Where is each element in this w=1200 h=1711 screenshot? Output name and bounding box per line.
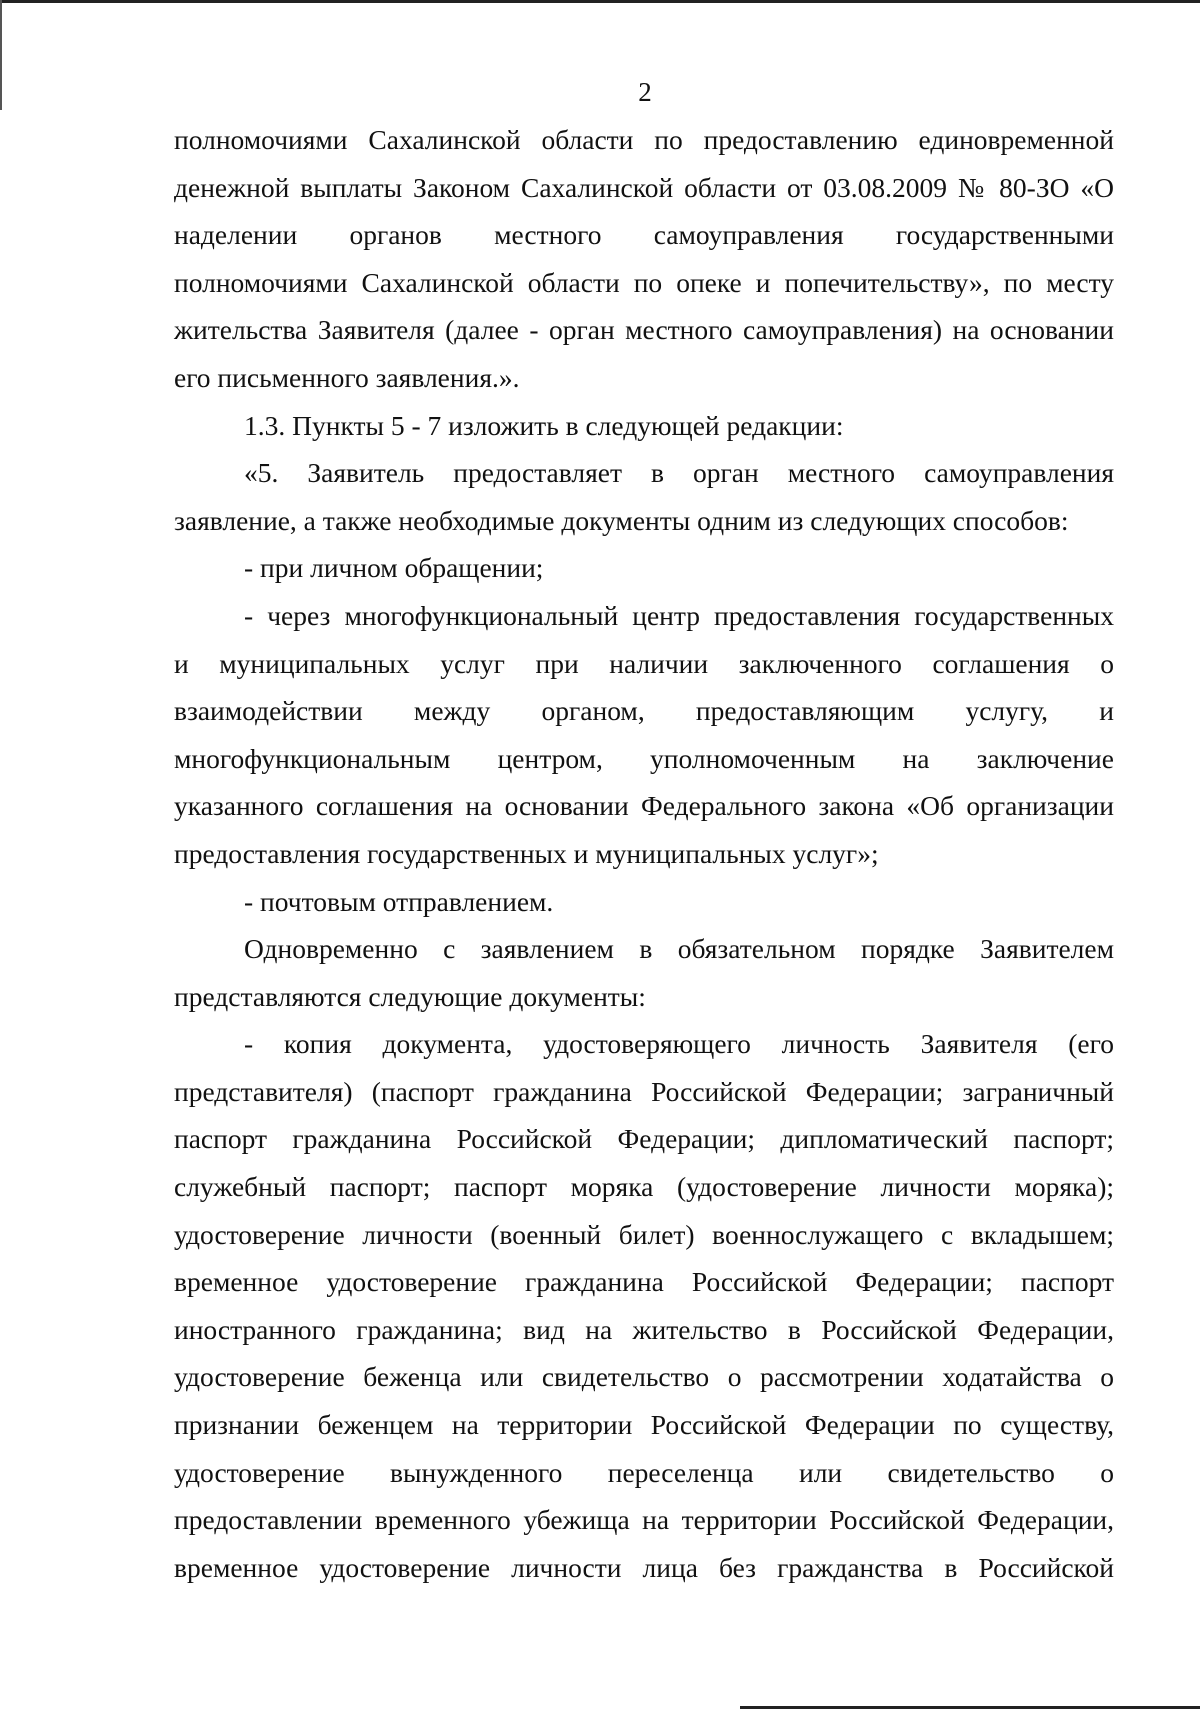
text-line: удостоверение вынужденного переселенца или свидетельство о — [174, 1456, 1114, 1488]
text-line: «5. Заявитель предоставляет в орган местного самоуправления — [244, 457, 1114, 489]
text-line: взаимодействии между органом, предоставляющим услугу, и — [174, 695, 1114, 727]
text-line: предоставления государственных и муниципальных услуг»; — [174, 837, 879, 869]
text-line: предоставлении временного убежища на территории Российской Федерации, — [174, 1504, 1114, 1536]
text-line: полномочиями Сахалинской области по предоставлению единовременной — [174, 124, 1114, 155]
text-line: служебный паспорт; паспорт моряка (удостоверение личности моряка); — [174, 1171, 1114, 1203]
text-line: признании беженцем на территории Российской Федерации по существу, — [174, 1409, 1114, 1441]
document-body — [174, 116, 1114, 1591]
text-line: многофункциональным центром, уполномоченным на заключение — [174, 742, 1114, 774]
page-number: 2 — [638, 77, 652, 107]
text-line: денежной выплаты Законом Сахалинской области от 03.08.2009 № 80-ЗО «О — [174, 171, 1114, 203]
text-line: заявление, а также необходимые документы одним из следующих способов: — [174, 504, 1069, 536]
text-line: его письменного заявления.». — [174, 361, 520, 393]
text-line: полномочиями Сахалинской области по опеке и попечительству», по месту — [174, 266, 1114, 298]
text-line: наделении органов местного самоуправления государственными — [174, 219, 1114, 251]
text-line: удостоверение беженца или свидетельство о рассмотрении ходатайства о — [174, 1361, 1114, 1393]
text-line: - копия документа, удостоверяющего личность Заявителя (его — [244, 1028, 1114, 1060]
text-line: 1.3. Пункты 5 - 7 изложить в следующей редакции: — [244, 409, 844, 441]
scan-edge-bottom — [740, 1706, 1200, 1709]
text-line: паспорт гражданина Российской Федерации; дипломатический паспорт; — [174, 1123, 1114, 1155]
text-line: удостоверение личности (военный билет) военнослужащего с вкладышем; — [174, 1218, 1114, 1250]
text-line: временное удостоверение личности лица без гражданства в Российской — [174, 1551, 1114, 1583]
text-line: указанного соглашения на основании Федерального закона «Об организации — [174, 790, 1114, 822]
text-line: представляются следующие документы: — [174, 980, 646, 1012]
text-line: - при личном обращении; — [244, 552, 544, 584]
text-line: жительства Заявителя (далее - орган местного самоуправления) на основании — [174, 314, 1114, 346]
scan-edge-top — [0, 0, 1200, 3]
text-line: и муниципальных услуг при наличии заключенного соглашения о — [174, 647, 1114, 679]
text-line: - почтовым отправлением. — [244, 885, 554, 917]
text-line: иностранного гражданина; вид на жительство в Российской Федерации, — [174, 1313, 1114, 1345]
text-line: временное удостоверение гражданина Российской Федерации; паспорт — [174, 1266, 1114, 1298]
text-line: - через многофункциональный центр предоставления государственных — [244, 599, 1114, 631]
text-line: Одновременно с заявлением в обязательном порядке Заявителем — [244, 933, 1114, 965]
text-line: представителя) (паспорт гражданина Российской Федерации; заграничный — [174, 1075, 1114, 1107]
